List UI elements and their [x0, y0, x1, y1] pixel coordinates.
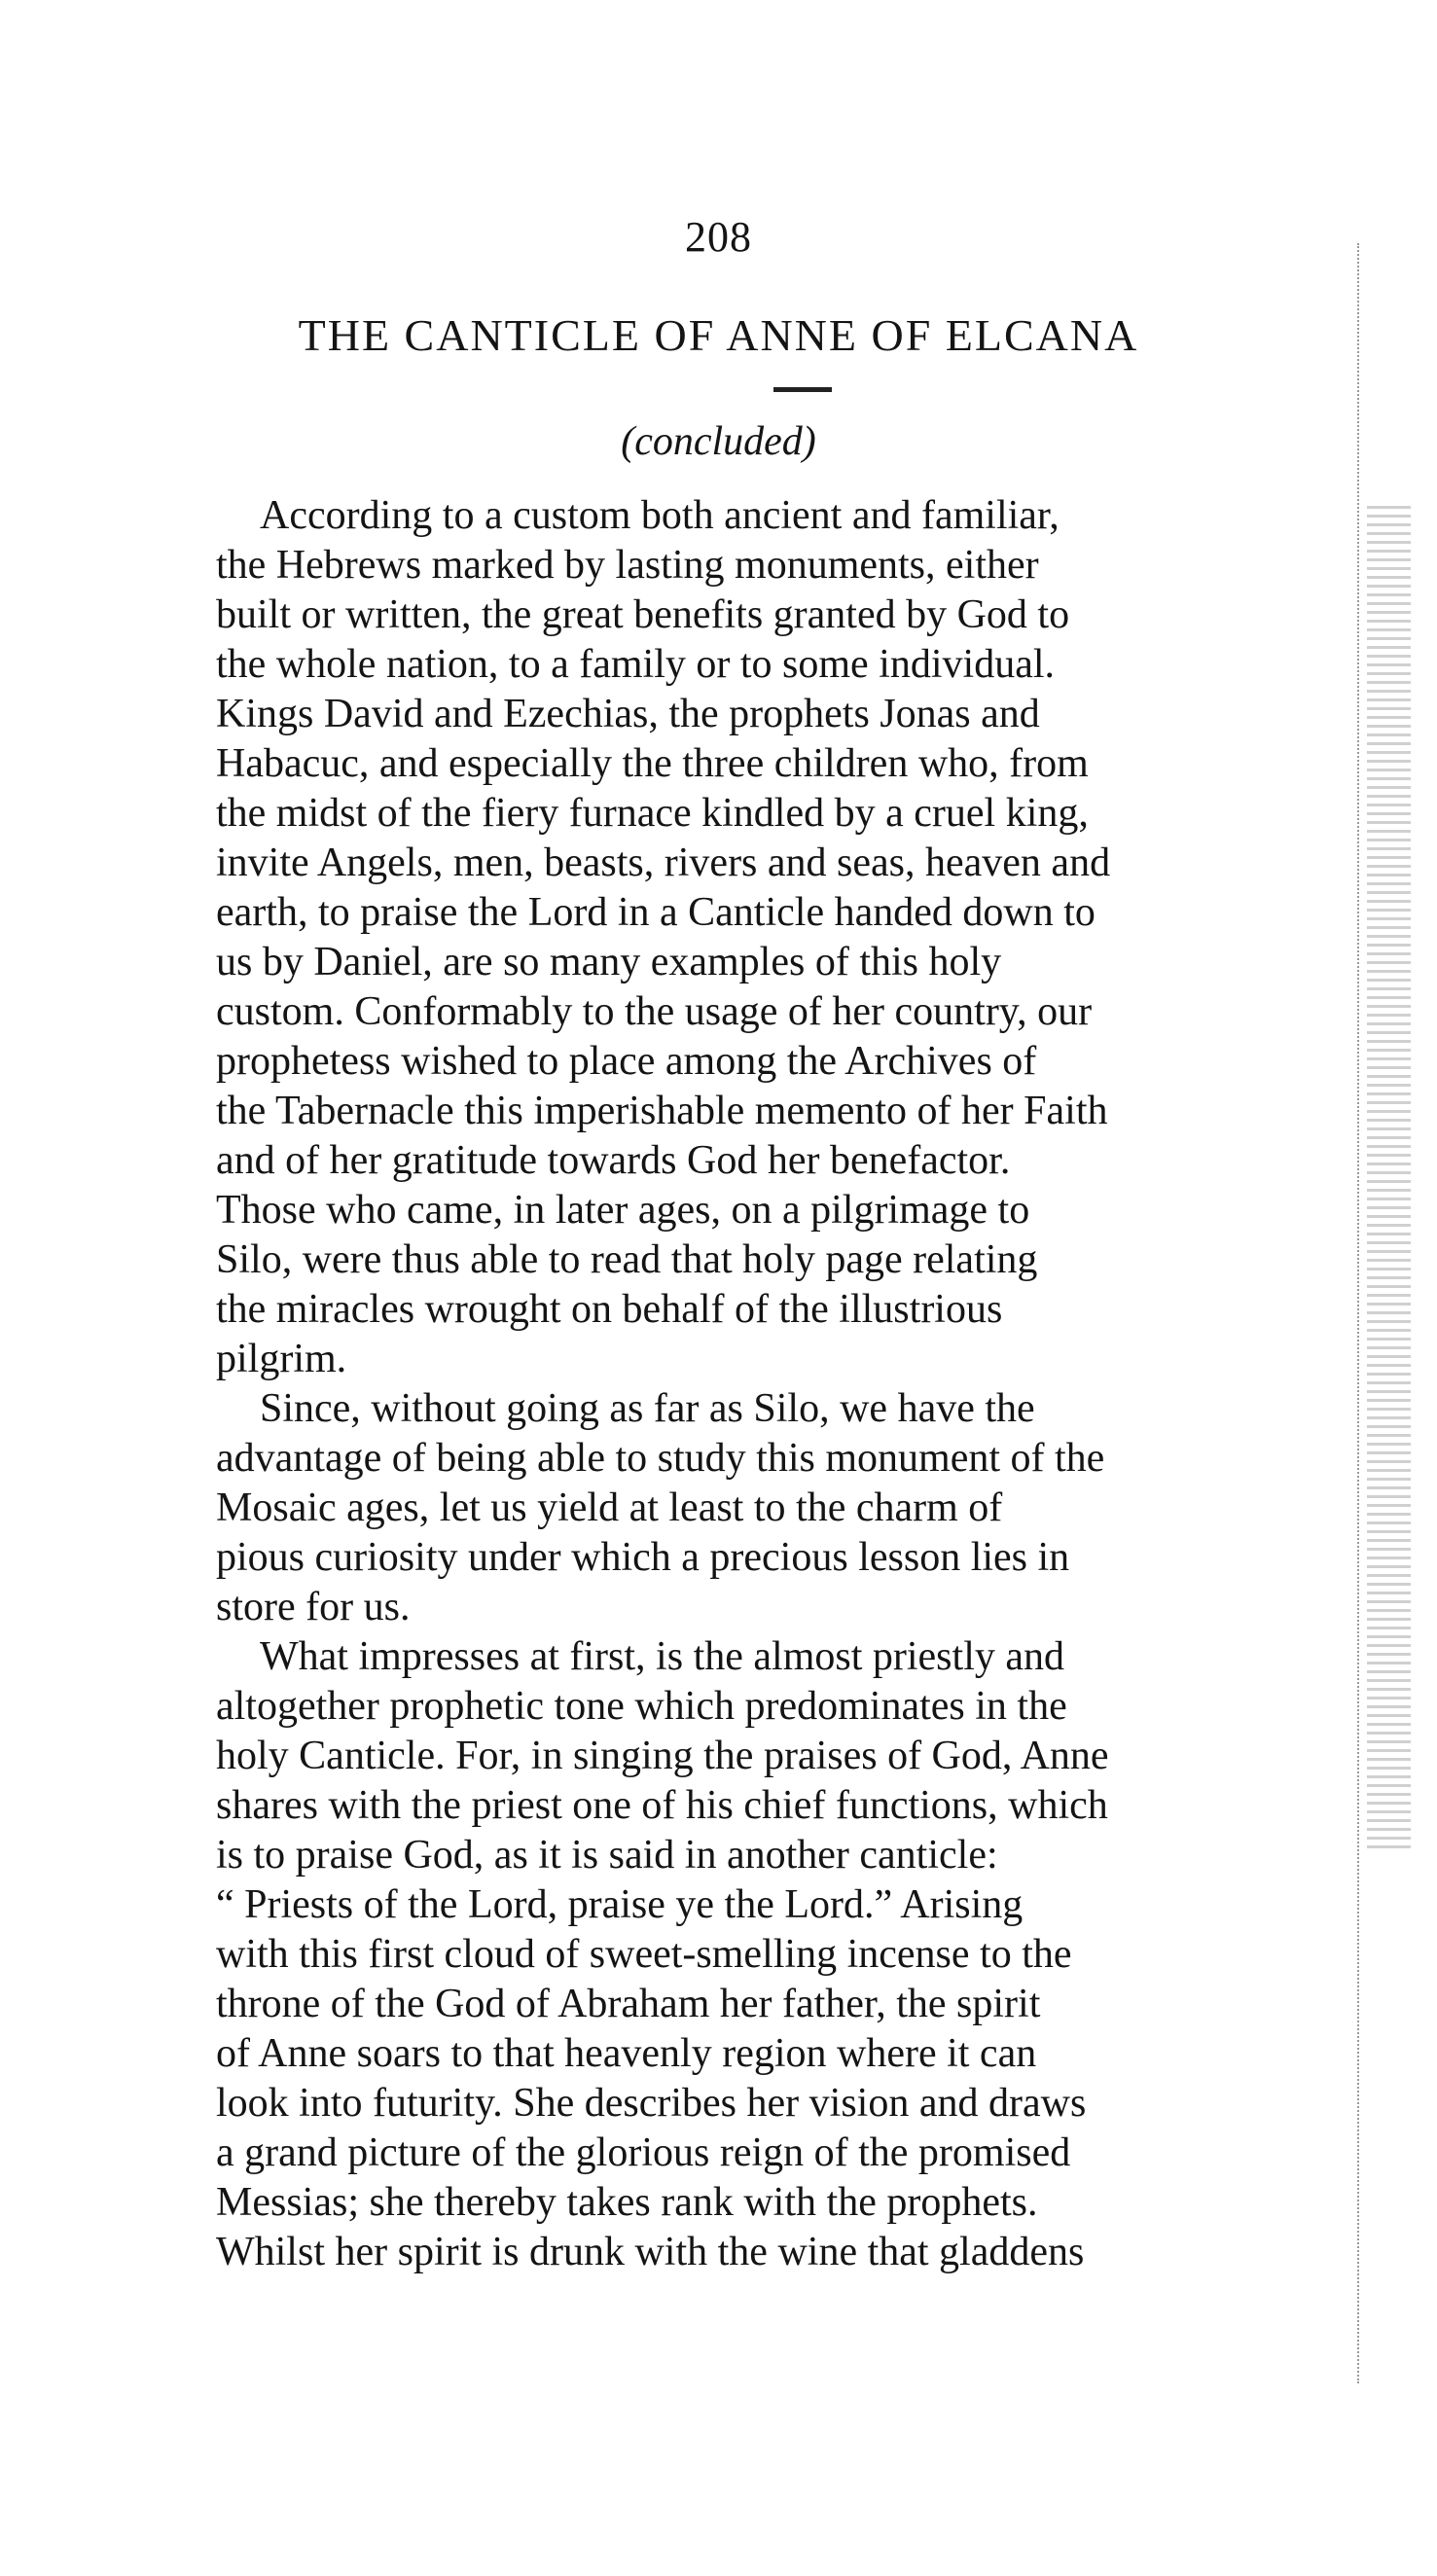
text-line: throne of the God of Abraham her father, the spirit — [216, 1982, 1041, 2026]
text-line: Since, without going as far as Silo, we have the — [260, 1386, 1035, 1431]
text-line: holy Canticle. For, in singing the praises of God, Anne — [216, 1734, 1109, 1778]
text-line: the whole nation, to a family or to some individual. — [216, 642, 1056, 687]
text-line: Habacuc, and especially the three children who, from — [216, 741, 1089, 786]
adjacent-page-bleed — [1367, 506, 1411, 1848]
text-line: a grand picture of the glorious reign of the promised — [216, 2130, 1071, 2175]
text-line: advantage of being able to study this monument of the — [216, 1436, 1105, 1481]
text-line: of Anne soars to that heavenly region where it can — [216, 2031, 1037, 2076]
text-line: Messias; she thereby takes rank with the prophets. — [216, 2180, 1038, 2225]
text-line: pious curiosity under which a precious lesson lies in — [216, 1535, 1070, 1580]
text-line: built or written, the great benefits granted by God to — [216, 592, 1070, 637]
text-line: According to a custom both ancient and familiar, — [260, 493, 1060, 538]
text-line: the midst of the fiery furnace kindled by a cruel king, — [216, 791, 1089, 836]
text-line: shares with the priest one of his chief functions, which — [216, 1783, 1108, 1828]
text-line: invite Angels, men, beasts, rivers and seas, heaven and — [216, 841, 1111, 885]
gutter-edge — [1357, 243, 1362, 2383]
text-line: earth, to praise the Lord in a Canticle handed down to — [216, 890, 1096, 935]
text-line: us by Daniel, are so many examples of this holy — [216, 940, 1002, 984]
text-line: Silo, were thus able to read that holy page relating — [216, 1237, 1038, 1282]
text-line: Whilst her spirit is drunk with the wine that gladdens — [216, 2230, 1085, 2274]
text-line: custom. Conformably to the usage of her country, our — [216, 989, 1093, 1034]
text-line: Mosaic ages, let us yield at least to the charm of — [216, 1485, 1003, 1530]
text-line: the miracles wrought on behalf of the illustrious — [216, 1287, 1003, 1332]
chapter-title: THE CANTICLE OF ANNE OF ELCANA — [298, 310, 1139, 360]
text-line: the Hebrews marked by lasting monuments, either — [216, 543, 1039, 588]
text-line: prophetess wished to place among the Archives of — [216, 1039, 1037, 1084]
text-line: store for us. — [216, 1585, 411, 1629]
text-line: the Tabernacle this imperishable memento of her Faith — [216, 1089, 1108, 1133]
text-line: is to praise God, as it is said in another canticle: — [216, 1833, 998, 1878]
text-line: Those who came, in later ages, on a pilgrimage to — [216, 1188, 1030, 1233]
text-line: “ Priests of the Lord, praise ye the Lord.” Arising — [216, 1882, 1024, 1927]
text-line: pilgrim. — [216, 1337, 347, 1381]
title-divider — [773, 387, 832, 392]
chapter-subtitle: (concluded) — [621, 419, 816, 464]
text-line: with this first cloud of sweet-smelling incense to the — [216, 1932, 1072, 1977]
page-number: 208 — [685, 213, 752, 261]
text-line: look into futurity. She describes her vision and draws — [216, 2081, 1087, 2126]
text-line: altogether prophetic tone which predominates in the — [216, 1684, 1067, 1729]
body-text — [216, 491, 1413, 2277]
text-line: and of her gratitude towards God her benefactor. — [216, 1138, 1011, 1183]
text-line: Kings David and Ezechias, the prophets Jonas and — [216, 692, 1040, 736]
text-line: What impresses at first, is the almost priestly and — [260, 1634, 1064, 1679]
